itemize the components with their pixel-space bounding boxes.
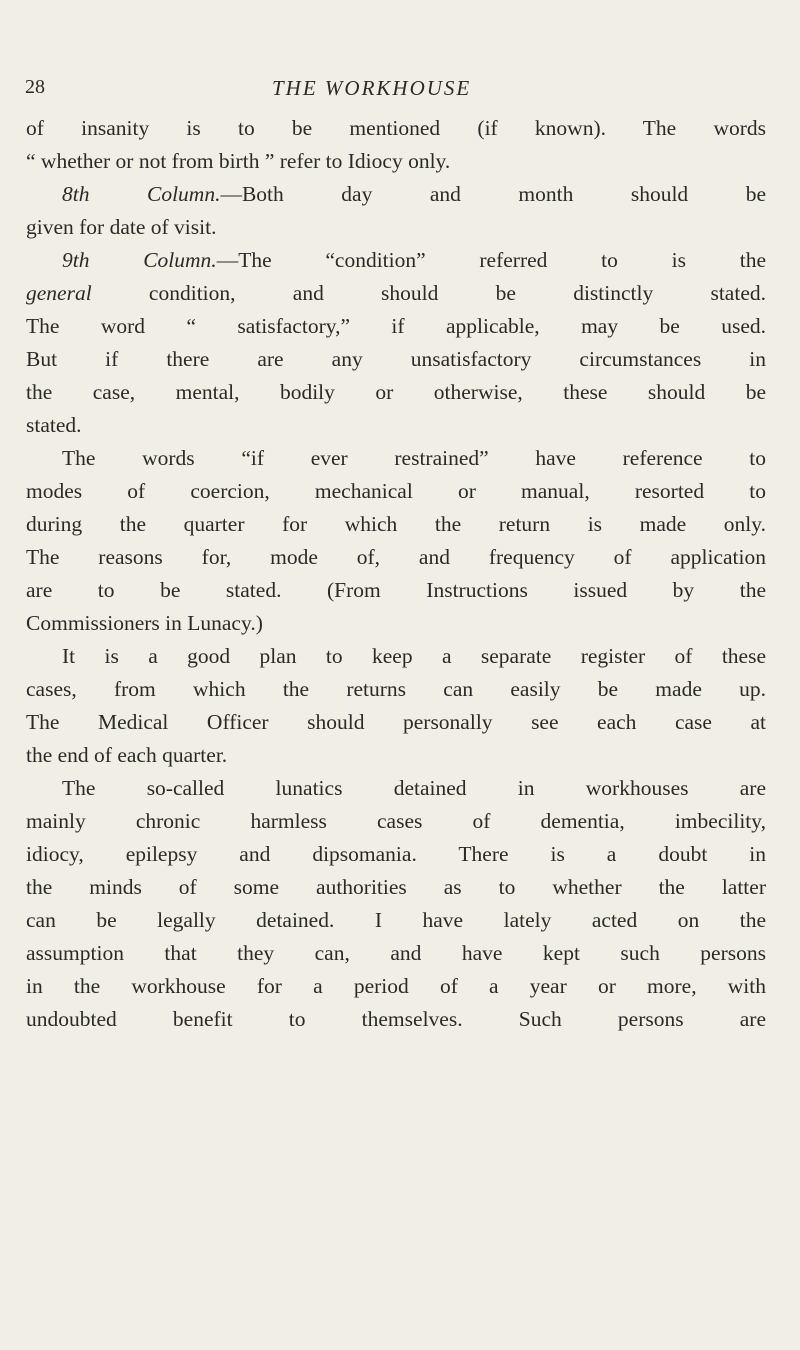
page-header (0, 76, 800, 106)
text-line: can be legally detained. I have lately acted on the (26, 908, 766, 932)
text-line: “ whether or not from birth ” refer to Idiocy only. (26, 149, 451, 173)
text-line: stated. (26, 413, 82, 437)
text-line: The so-called lunatics detained in workhouses are (62, 776, 766, 800)
text-line: 8th Column.—Both day and month should be (62, 182, 766, 206)
column-heading-9th: 9th Column. (62, 248, 217, 272)
text-line: assumption that they can, and have kept such persons (26, 941, 766, 965)
text-line: It is a good plan to keep a separate register of these (62, 644, 766, 668)
text-line: in the workhouse for a period of a year or more, with (26, 974, 766, 998)
emphasis-general: general (26, 281, 92, 305)
text-line: the end of each quarter. (26, 743, 228, 767)
page-number: 28 (25, 76, 45, 98)
text-line: mainly chronic harmless cases of dementia, imbecility, (26, 809, 766, 833)
text-line: given for date of visit. (26, 215, 217, 239)
text-line: undoubted benefit to themselves. Such persons are (26, 1007, 766, 1031)
text-line: The Medical Officer should personally see each case at (26, 710, 766, 734)
text-line: But if there are any unsatisfactory circumstances in (26, 347, 766, 371)
text-line: modes of coercion, mechanical or manual, resorted to (26, 479, 766, 503)
body-text (26, 112, 766, 1036)
text-line: during the quarter for which the return is made only. (26, 512, 766, 536)
text-line: are to be stated. (From Instructions issued by the (26, 578, 766, 602)
text-line: of insanity is to be mentioned (if known). The words (26, 116, 766, 140)
text-line: The reasons for, mode of, and frequency of application (26, 545, 766, 569)
text-line: 9th Column.—The “condition” referred to is the (62, 248, 766, 272)
text-line: Commissioners in Lunacy.) (26, 611, 263, 635)
text-line: general condition, and should be distinctly stated. (26, 281, 766, 305)
text-line: idiocy, epilepsy and dipsomania. There is a doubt in (26, 842, 766, 866)
text-line: cases, from which the returns can easily be made up. (26, 677, 766, 701)
text-line: The words “if ever restrained” have reference to (62, 446, 766, 470)
text-line: the case, mental, bodily or otherwise, these should be (26, 380, 766, 404)
column-heading-8th: 8th Column. (62, 182, 221, 206)
text-line: the minds of some authorities as to whether the latter (26, 875, 766, 899)
text-line: The word “ satisfactory,” if applicable, may be used. (26, 314, 766, 338)
running-title: THE WORKHOUSE (272, 76, 472, 100)
